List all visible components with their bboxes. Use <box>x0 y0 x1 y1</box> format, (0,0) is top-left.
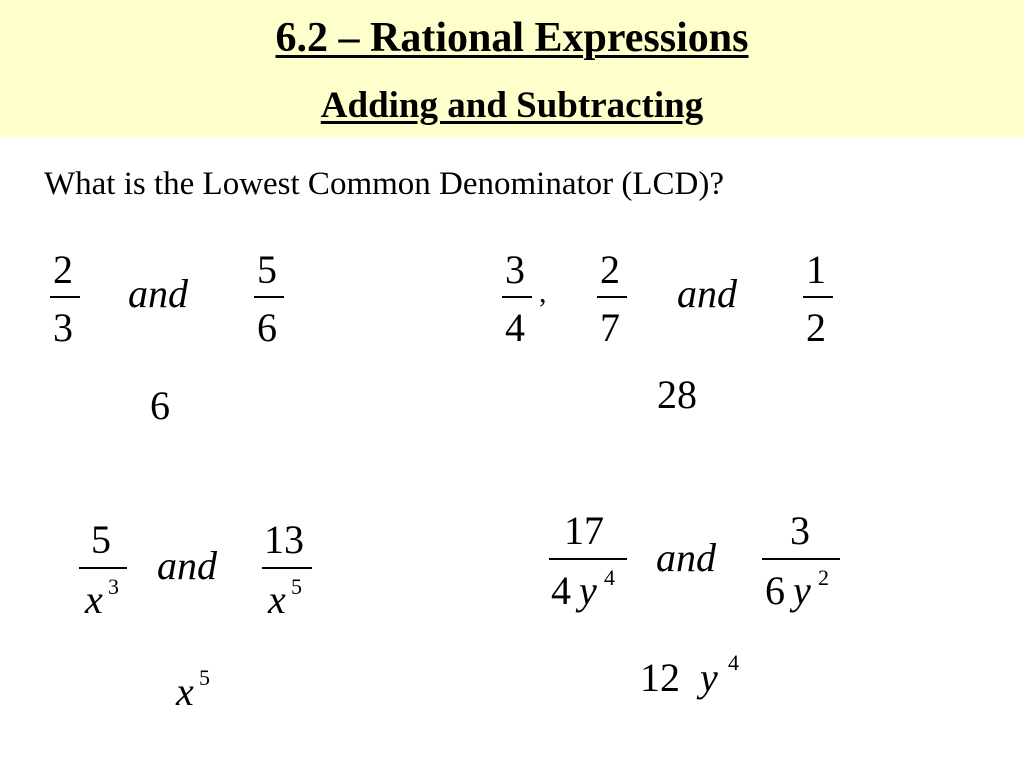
fraction-denominator-coefficient: 4 <box>551 568 571 613</box>
fraction-bar <box>549 558 627 560</box>
lcd-answer-coefficient: 12 <box>640 655 680 700</box>
exponent: 5 <box>291 574 302 599</box>
fraction-denominator-variable: y <box>793 568 811 613</box>
lcd-answer-base: x <box>176 669 194 714</box>
question-text: What is the Lowest Common Denominator (LCD)? <box>44 166 725 202</box>
fraction-bar <box>254 296 284 298</box>
fraction-numerator: 5 <box>257 247 277 292</box>
and-connector: and <box>656 535 716 580</box>
fraction-denominator: 7 <box>600 305 620 350</box>
and-connector: and <box>128 271 188 316</box>
exponent: 2 <box>818 565 829 590</box>
fraction-numerator: 13 <box>264 517 304 562</box>
lcd-answer-exponent: 5 <box>199 665 210 690</box>
fraction-numerator: 5 <box>91 517 111 562</box>
fraction-numerator: 17 <box>564 508 604 553</box>
comma-separator: , <box>539 276 547 309</box>
fraction-bar <box>502 296 532 298</box>
fraction-numerator: 2 <box>53 247 73 292</box>
lcd-answer-variable: y <box>700 655 718 700</box>
fraction-denominator: 4 <box>505 305 525 350</box>
fraction-denominator: x <box>85 577 103 622</box>
fraction-denominator: x <box>268 577 286 622</box>
and-connector: and <box>157 543 217 588</box>
and-connector: and <box>677 271 737 316</box>
lcd-answer: 6 <box>150 383 170 428</box>
fraction-numerator: 3 <box>505 247 525 292</box>
lcd-answer: 28 <box>657 372 697 417</box>
lcd-answer-exponent: 4 <box>728 650 739 675</box>
fraction-bar <box>262 567 312 569</box>
fraction-bar <box>803 296 833 298</box>
fraction-bar <box>50 296 80 298</box>
fraction-bar <box>762 558 840 560</box>
fraction-numerator: 1 <box>806 247 826 292</box>
fraction-denominator: 3 <box>53 305 73 350</box>
fraction-numerator: 3 <box>790 508 810 553</box>
fraction-denominator: 6 <box>257 305 277 350</box>
fraction-bar <box>597 296 627 298</box>
title-banner <box>0 0 1024 137</box>
fraction-denominator-variable: y <box>579 568 597 613</box>
exponent: 4 <box>604 565 615 590</box>
fraction-denominator: 2 <box>806 305 826 350</box>
exponent: 3 <box>108 574 119 599</box>
fraction-bar <box>79 567 127 569</box>
fraction-numerator: 2 <box>600 247 620 292</box>
fraction-denominator-coefficient: 6 <box>765 568 785 613</box>
slide-subtitle: Adding and Subtracting <box>320 85 704 126</box>
slide-title: 6.2 – Rational Expressions <box>275 15 749 61</box>
